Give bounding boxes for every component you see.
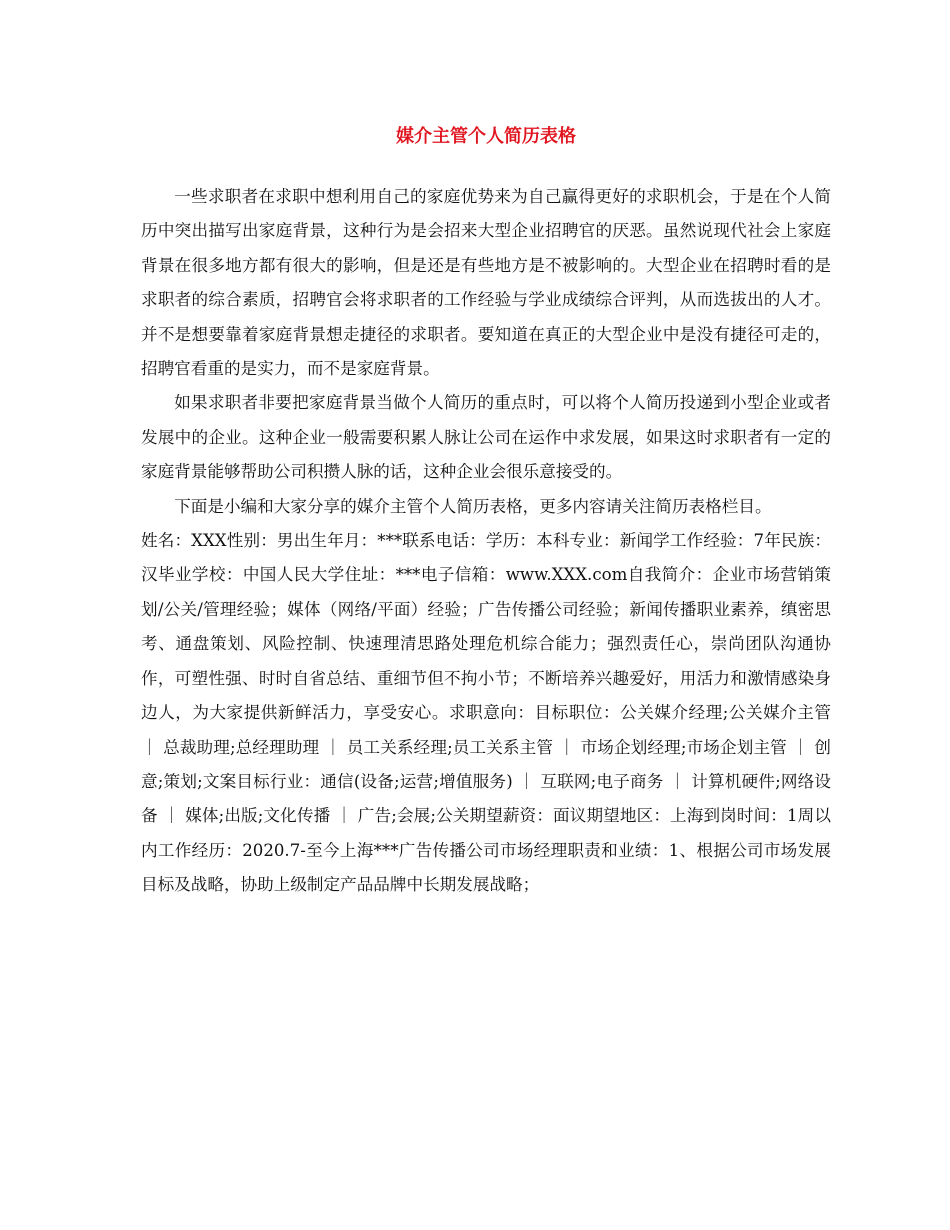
- paragraph-intro: 一些求职者在求职中想利用自己的家庭优势来为自己赢得更好的求职机会，于是在个人简历中突出描写出家庭背景，这种行为是会招来大型企业招聘官的厌恶。虽然说现代社会上家庭背景在很多地方都有很大的影响，但是还是有些地方是不被影响的。大型企业在招聘时看的是求职者的综合素质，招聘官会将求职者的工作经验与学业成绩综合评判，从而选拔出的人才。并不是想要靠着家庭背景想走捷径的求职者。要知道在真正的大型企业中是没有捷径可走的，招聘官看重的是实力，而不是家庭背景。: [141, 187, 831, 379]
- document-body: [141, 180, 831, 903]
- document-title: 媒介主管个人简历表格: [396, 126, 576, 147]
- paragraph-share: 下面是小编和大家分享的媒介主管个人简历表格，更多内容请关注简历表格栏目。: [174, 496, 772, 516]
- resume-block: 姓名：XXX性别：男出生年月：***联系电话：学历：本科专业：新闻学工作经验：7年民族：汉毕业学校：中国人民大学住址：***电子信箱：www.XXX.com自我简介：企业市场营销策划/公关/管理经验；媒体（网络/平面）经验；广告传播公司经验；新闻传播职业素养，缜密思考、通盘策划、风险控制、快速理清思路处理危机综合能力；强烈责任心，崇尚团队沟通协作，可塑性强、时时自省总结、重细节但不拘小节；不断培养兴趣爱好，用活力和激情感染身边人，为大家提供新鲜活力，享受安心。求职意向：目标职位：公关媒介经理;公关媒介主管 ｜ 总裁助理;总经理助理 ｜ 员工关系经理;员工关系主管 ｜ 市场企划经理;市场企划主管 ｜ 创意;策划;文案目标行业：通信(设备;运营;增值服务) ｜ 互联网;电子商务 ｜ 计算机硬件;网络设备 ｜ 媒体;出版;文化传播 ｜ 广告;会展;公关期望薪资：面议期望地区：上海到岗时间：1周以内工作经历：2020.7-至今上海***广告传播公司市场经理职责和业绩：1、根据公司市场发展目标及战略，协助上级制定产品品牌中长期发展战略；: [141, 531, 831, 895]
- paragraph-small-business: 如果求职者非要把家庭背景当做个人简历的重点时，可以将个人简历投递到小型企业或者发展中的企业。这种企业一般需要积累人脉让公司在运作中求发展，如果这时求职者有一定的家庭背景能够帮助公司积攒人脉的话，这种企业会很乐意接受的。: [141, 393, 831, 482]
- document-page: [141, 0, 831, 903]
